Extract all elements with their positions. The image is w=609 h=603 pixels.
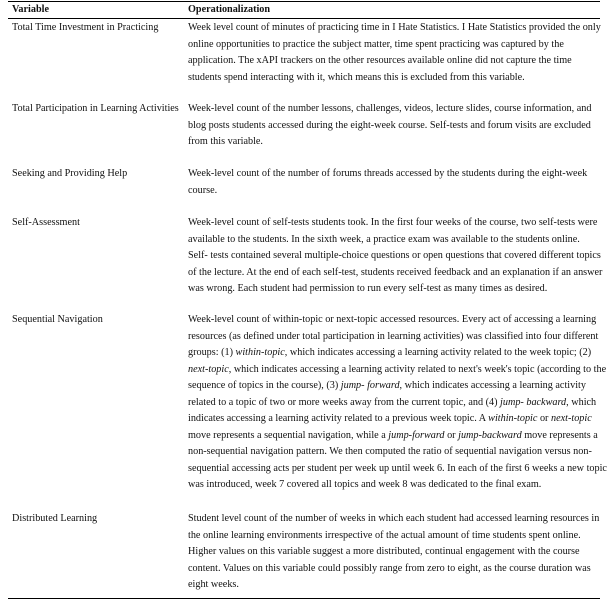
text-line bbox=[188, 362, 607, 379]
text-line: non-sequential navigation pattern. We then computed the ratio of sequential navigation versus non- bbox=[188, 446, 592, 457]
variable-cell: Total Participation in Learning Activities bbox=[12, 103, 179, 114]
text-line: content. Values on this variable could possibly range from zero to eight, as the course duration was bbox=[188, 562, 591, 574]
operationalization-cell bbox=[188, 166, 593, 199]
line-segment: sequence of topics in the course), (3) bbox=[188, 380, 341, 391]
line-segment: , which indicates accessing a learning activity related to next's week's topic (according to the bbox=[228, 363, 607, 375]
text-line bbox=[188, 378, 593, 395]
line-segment: indicates accessing a learning activity related to a previous week topic. A bbox=[188, 413, 489, 424]
header-operationalization: Operationalization bbox=[188, 4, 271, 15]
line-segment: , which indicates accessing a learning activity related to the week topic; (2) bbox=[284, 347, 592, 358]
text-line bbox=[188, 345, 593, 362]
term-jump-forward: jump-forward bbox=[388, 429, 445, 441]
text-line: Week level count of minutes of practicing time in I Hate Statistics. I Hate Statistics provided the only bbox=[188, 22, 601, 33]
table-top-rule bbox=[8, 1, 600, 2]
text-line: Higher values on this variable suggest a more distributed, continual engagement with the course bbox=[188, 546, 580, 557]
term-jump-forward: jump- forward bbox=[340, 380, 400, 391]
text-line: available to the students. In the sixth week, a practice exam was available to the students online. bbox=[188, 233, 580, 245]
variable-cell: Total Time Investment in Practicing bbox=[12, 22, 159, 33]
header-rule bbox=[8, 18, 600, 19]
line-segment: , which bbox=[566, 396, 597, 408]
table-bottom-rule bbox=[8, 598, 600, 599]
text-line: course. bbox=[188, 184, 218, 196]
operationalization-cell bbox=[188, 20, 601, 86]
text-line: blog posts students accessed during the eight-week course. Self-tests and forum visits are excluded bbox=[188, 119, 591, 131]
text-line bbox=[188, 428, 598, 445]
text-line: students spend interacting with it, which means this is excluded from this variable. bbox=[188, 71, 525, 83]
term-within-topic: within-topic bbox=[488, 413, 538, 424]
operationalization-cell bbox=[188, 312, 607, 494]
line-segment: , which indicates accessing a learning activity bbox=[399, 380, 586, 391]
text-line bbox=[188, 395, 597, 412]
operationalization-cell bbox=[188, 511, 600, 594]
line-segment: or bbox=[444, 429, 459, 441]
term-jump-backward: jump-backward bbox=[458, 429, 522, 441]
text-line bbox=[188, 411, 593, 428]
text-line: online opportunities to practice the subject matter, time spent practicing was captured by the bbox=[188, 38, 564, 50]
header-variable: Variable bbox=[12, 4, 49, 15]
text-line: of the lecture. At the end of each self-test, students received feedback and an explanation if an answer bbox=[188, 266, 603, 278]
line-segment: groups: (1) bbox=[188, 347, 236, 358]
text-line: Self- tests contained several multiple-choice questions or open questions that covered different topics bbox=[188, 250, 601, 261]
line-segment: move represents a bbox=[521, 429, 598, 441]
term-next-topic: next-topic bbox=[551, 413, 592, 424]
line-segment: move represents a sequential navigation, while a bbox=[188, 429, 389, 441]
term-next-topic: next-topic bbox=[188, 363, 229, 375]
text-line: from this variable. bbox=[188, 136, 263, 147]
text-line: application. The xAPI trackers on the other resources available online did not capture the time bbox=[188, 55, 572, 66]
variable-cell: Sequential Navigation bbox=[12, 314, 103, 325]
line-segment: related to a topic of two or more weeks away from the current topic, and (4) bbox=[188, 396, 501, 408]
variable-cell: Self-Assessment bbox=[12, 217, 80, 228]
text-line: sequential accessing acts per student per week up until week 6. In each of the first 6 weeks a new topic bbox=[188, 462, 607, 474]
text-line: eight weeks. bbox=[188, 579, 239, 590]
operationalization-cell bbox=[188, 101, 593, 151]
text-line: Week-level count of within-topic or next-topic accessed resources. Every act of accessing a learning bbox=[188, 314, 597, 325]
text-line: Week-level count of the number of forums threads accessed by the students during the eight-week bbox=[188, 168, 588, 179]
line-segment: or bbox=[537, 413, 551, 424]
term-within-topic: within-topic bbox=[235, 347, 285, 358]
variable-cell: Distributed Learning bbox=[12, 513, 98, 524]
text-line: Week-level count of self-tests students took. In the first four weeks of the course, two self-tests were bbox=[188, 217, 598, 228]
text-line: was introduced, week 7 covered all topics and week 8 was dedicated to the final exam. bbox=[188, 479, 542, 490]
term-jump-backward: jump- backward bbox=[500, 396, 567, 408]
variable-cell: Seeking and Providing Help bbox=[12, 168, 128, 179]
text-line: resources (as defined under total participation in learning activities) was classified into four different bbox=[188, 330, 599, 342]
text-line: Student level count of the number of weeks in which each student had accessed learning resources in bbox=[188, 513, 600, 524]
text-line: was wrong. Each student had permission to run every self-test as many times as desired. bbox=[188, 283, 548, 294]
operationalization-cell bbox=[188, 215, 603, 298]
text-line: the online learning environments irrespective of the actual amount of time students spent online. bbox=[188, 529, 581, 541]
text-line: Week-level count of the number lessons, challenges, videos, lecture slides, course information, and bbox=[188, 103, 592, 114]
